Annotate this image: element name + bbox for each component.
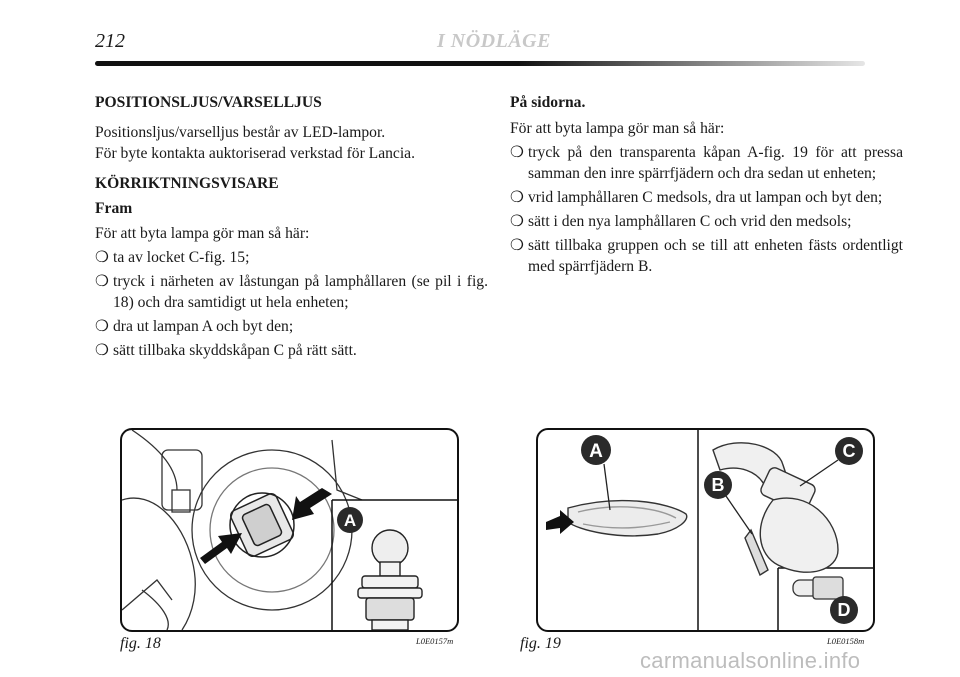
paragraph: Positionsljus/varselljus består av LED-lampor. [95,124,386,141]
list-item: ❍ dra ut lampan A och byt den; [95,318,294,335]
heading-pa-sidorna: På sidorna. [510,94,586,111]
bullet-icon: ❍ [95,249,109,266]
right-column [510,92,903,277]
list-item: ❍ ta av locket C-fig. 15; [95,249,250,266]
bullet-icon: ❍ [95,342,109,359]
intro-text: För att byta lampa gör man så här: [95,225,310,242]
list-item: ❍ sätt tillbaka skyddskåpan C på rätt sätt. [95,342,357,359]
header-rule [95,61,865,66]
figure-label-d: D [837,600,851,620]
list-item: ❍ vrid lamphållaren C medsols, dra ut lampan och byt den; [510,189,883,206]
bullet-icon: ❍ [510,237,524,254]
list-item: ❍ sätt tillbaka gruppen och se till att enheten fästs ordentligt med spärrfjädern B. [510,237,903,275]
figure-18-caption: fig. 18 [120,635,161,652]
bullet-icon: ❍ [95,318,109,335]
left-column [95,92,488,361]
intro-text: För att byta lampa gör man så här: [510,120,725,137]
figure-19-code: L0E0158m [827,636,865,646]
page-number: 212 [95,30,125,52]
bullet-icon: ❍ [510,144,524,161]
list-item: ❍ sätt i den nya lamphållaren C och vrid den medsols; [510,213,852,230]
figure-19-caption: fig. 19 [520,635,561,652]
figure-19-illustration [536,428,875,632]
bullet-icon: ❍ [510,189,524,206]
figure-label-a: A [343,511,357,530]
list-item: ❍ tryck i närheten av låstungan på lamphållaren (se pil i fig. 18) och dra samtidigt ut hela enheten; [95,273,488,311]
figure-18-code: L0E0157m [416,636,454,646]
bullet-icon: ❍ [95,273,109,290]
figure-label-a: A [589,441,603,462]
watermark: carmanualsonline.info [640,648,861,673]
paragraph: För byte kontakta auktoriserad verkstad för Lancia. [95,145,415,162]
bullet-icon: ❍ [510,213,524,230]
figure-label-b: B [711,475,725,495]
heading-positionsljus: POSITIONSLJUS/VARSELLJUS [95,94,322,111]
subheading-fram: Fram [95,200,133,217]
list-item: ❍ tryck på den transparenta kåpan A-fig. 19 för att pressa samman den inre spärrfjädern och dra sedan ut enheten; [510,144,903,182]
heading-korriktningsvisare: KÖRRIKTNINGSVISARE [95,175,279,192]
figure-label-c: C [842,441,856,461]
figure-18-illustration [120,428,459,632]
section-title: I NÖDLÄGE [437,30,551,52]
